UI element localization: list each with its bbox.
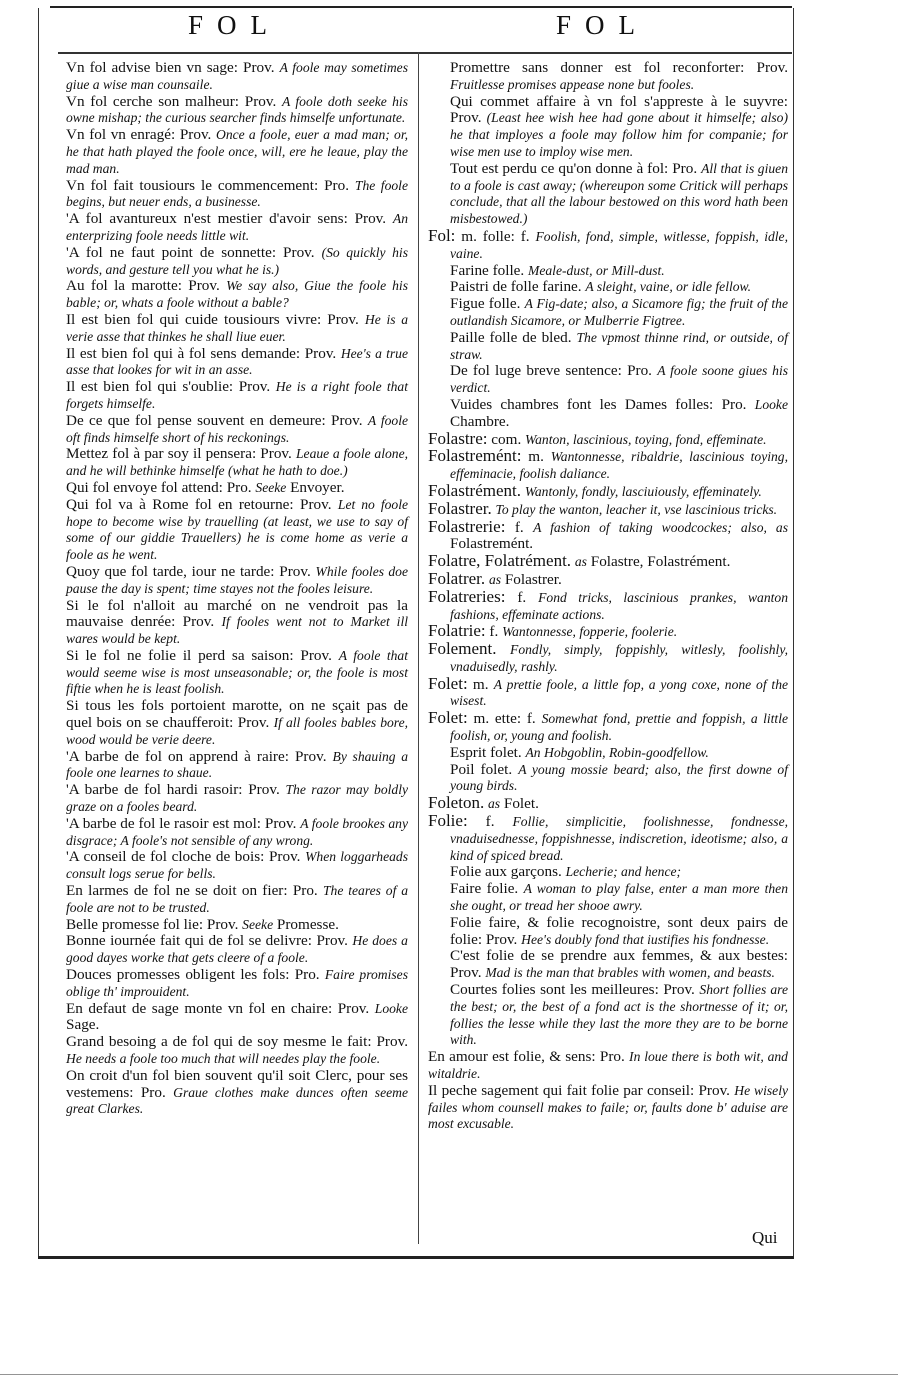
- french-text: Paistri de folle farine.: [450, 278, 582, 296]
- cross-reference: Envoyer.: [290, 478, 345, 496]
- english-gloss: He is a right foole that forgets himselfe.: [66, 379, 409, 411]
- dictionary-entry: [428, 948, 788, 982]
- french-text: Esprit folet.: [450, 743, 522, 761]
- english-gloss: A young mossie beard; also, the first downe of young birds.: [450, 761, 789, 794]
- headword: Folie:: [428, 811, 468, 831]
- french-text: Promettre sans donner est fol reconforter: Prov.: [450, 59, 788, 76]
- english-gloss: Wantonnesse, fopperie, foolerie.: [502, 624, 678, 640]
- headword: Folatrie:: [428, 621, 486, 641]
- english-gloss: Let no foole hope to become wise by trauelling (at least, we use to say of some of our giddie Trauellers) he is come home as verie a foole as he went.: [66, 496, 409, 563]
- french-text: Folie aux garçons.: [450, 863, 562, 881]
- french-text: De fol luge breve sentence: Pro.: [450, 362, 652, 380]
- dictionary-entry: [66, 1034, 408, 1068]
- english-gloss: Wantonnesse, ribaldrie, lascinious toying, effeminacie, foolish daliance.: [450, 449, 789, 482]
- french-text: Qui commet affaire à vn fol s'appreste à le suyvre: Prov.: [450, 92, 788, 127]
- dictionary-entry: [428, 161, 788, 228]
- french-text: Farine folle.: [450, 261, 525, 279]
- french-text: Folie faire, & folie recognoistre, sont deux pairs de folie: Prov.: [450, 913, 788, 948]
- cross-reference: Chambre.: [450, 412, 510, 430]
- bottom-rule: [38, 1256, 794, 1259]
- headword: Folastremént:: [428, 446, 522, 466]
- scan-edge-line: [0, 1374, 898, 1375]
- french-text: m. folle: f.: [461, 227, 530, 245]
- dictionary-entry: [428, 60, 788, 94]
- dictionary-entry: [66, 127, 408, 177]
- english-gloss: Graue clothes make dunces often seeme great Clarkes.: [66, 1084, 408, 1117]
- cross-reference: Promesse.: [276, 915, 339, 933]
- english-gloss: The razor may boldly graze on a fooles beard.: [66, 782, 409, 815]
- dictionary-entry: [428, 330, 788, 364]
- english-gloss: If all fooles bables bore, wood would be verie deere.: [66, 715, 409, 747]
- english-gloss: A foole doth seeke his owne mishap; the curious searcher finds himselfe unfortunate.: [66, 93, 409, 126]
- dictionary-headword-entry: [428, 673, 789, 711]
- english-gloss: In loue there is both wit, and witaldrie.: [428, 1049, 788, 1082]
- headword: Folastrer.: [428, 498, 492, 518]
- french-text: 'A conseil de fol cloche de bois: Prov.: [66, 848, 301, 866]
- dictionary-entry: [66, 346, 408, 380]
- dictionary-entry: [428, 881, 788, 915]
- dictionary-entry: [66, 917, 408, 934]
- french-text: m. ette: f.: [473, 710, 536, 728]
- english-gloss: He does a good dayes worke that gets cleere of a foole.: [66, 933, 408, 966]
- english-gloss: An enterprizing foole needs little wit.: [66, 211, 408, 243]
- french-text: Si le fol n'alloit au marché on ne vendroit pas la mauvaise denrée: Prov.: [66, 596, 408, 631]
- english-gloss: Follie, simplicitie, foolishnesse, fondnesse, vnaduisednesse, foppishnesse, indiscretion, ideotisme; also, a kind of spiced bread.: [450, 814, 789, 863]
- french-text: 'A barbe de fol le rasoir est mol: Prov.: [66, 814, 297, 832]
- dictionary-entry: [66, 883, 408, 917]
- dictionary-headword-entry: [428, 641, 788, 676]
- english-gloss: Short follies are the best; or, the best of a fond act is the shortnesse of it; or, follies the lesse while they last the more they are to be borne with.: [450, 982, 788, 1048]
- french-text: Il est bien fol qui s'oublie: Prov.: [66, 378, 271, 396]
- french-text: Vn fol vn enragé: Prov.: [66, 126, 212, 144]
- dictionary-entry: [428, 94, 788, 161]
- dictionary-entry: [428, 363, 788, 397]
- cross-reference: Folastre, Folastrément.: [590, 553, 731, 571]
- french-text: En defaut de sage monte vn fol en chaire: Prov.: [66, 999, 370, 1017]
- english-gloss: A foole oft finds himselfe short of his reckonings.: [66, 412, 409, 445]
- dictionary-entry: [428, 762, 788, 796]
- french-text: f.: [489, 623, 499, 641]
- french-text: Il peche sagement qui fait folie par conseil: Prov.: [428, 1081, 730, 1099]
- english-gloss: Looke: [754, 396, 789, 412]
- dictionary-headword-entry: [428, 586, 788, 624]
- french-text: f.: [514, 518, 524, 536]
- running-head-right: FOL: [556, 10, 650, 40]
- french-text: m.: [472, 675, 489, 693]
- french-text: Il est bien fol qui cuide tousiours vivre: Prov.: [66, 310, 359, 328]
- headword: Folatreries:: [428, 586, 506, 606]
- french-text: De ce que fol pense souvent en demeure: Prov.: [66, 411, 363, 429]
- french-text: Douces promesses obligent les fols: Pro.: [66, 966, 320, 984]
- cross-reference: Folastrer.: [504, 570, 562, 588]
- french-text: Il est bien fol qui à fol sens demande: Prov.: [66, 344, 337, 362]
- french-text: Grand besoing a de fol qui de soy mesme le fait: Prov.: [66, 1033, 408, 1051]
- english-gloss: (So quickly his words, and gesture tell you what he is.): [66, 244, 408, 277]
- dictionary-entry: [66, 749, 408, 783]
- dictionary-entry: [66, 60, 408, 94]
- french-text: Poil folet.: [450, 760, 513, 778]
- right-column: [428, 60, 788, 1133]
- dictionary-entry: [428, 397, 788, 431]
- french-text: com.: [491, 430, 522, 448]
- english-gloss: Faire promises oblige th' improuident.: [66, 967, 408, 999]
- english-gloss: We say also, Giue the foole his bable; or, whats a foole without a bable?: [66, 278, 409, 311]
- english-gloss: Looke: [374, 1000, 408, 1016]
- english-gloss: as: [488, 571, 502, 587]
- french-text: Figue folle.: [450, 295, 521, 313]
- dictionary-entry: [428, 296, 788, 330]
- dictionary-entry: [428, 915, 788, 949]
- dictionary-entry: [66, 933, 408, 967]
- dictionary-entry: [66, 698, 408, 748]
- english-gloss: as: [488, 796, 501, 812]
- english-gloss: Fruitlesse promises appease none but fooles.: [450, 76, 695, 92]
- dictionary-entry: [66, 1068, 408, 1118]
- english-gloss: A prettie foole, a little fop, a yong coxe, none of the wisest.: [450, 676, 789, 709]
- headword: Folet:: [428, 673, 468, 693]
- dictionary-entry: [66, 497, 408, 564]
- column-divider: [418, 52, 419, 1244]
- english-gloss: Lecherie; and hence;: [565, 864, 682, 880]
- french-text: 'A fol ne faut point de sonnette: Prov.: [66, 243, 315, 261]
- english-gloss: By shauing a foole one learnes to shaue.: [66, 748, 409, 781]
- dictionary-headword-entry: [428, 795, 788, 813]
- headword: Folastre:: [428, 428, 488, 448]
- dictionary-entry: [66, 648, 408, 698]
- english-gloss: Fond tricks, lascinious prankes, wanton fashions, effeminate actions.: [450, 589, 788, 622]
- header-rule: [58, 52, 792, 54]
- dictionary-entry: [66, 1001, 408, 1035]
- french-text: Vn fol advise bien vn sage: Prov.: [66, 59, 275, 76]
- french-text: En larmes de fol ne se doit on fier: Pro.: [66, 882, 318, 900]
- french-text: Paille folle de bled.: [450, 328, 572, 346]
- french-text: Bonne iournée fait qui de fol se delivre: Prov.: [66, 932, 348, 950]
- french-text: Mettez fol à par soy il pensera: Prov.: [66, 445, 292, 463]
- dictionary-entry: [66, 782, 408, 816]
- french-text: Quoy que fol tarde, iour ne tarde: Prov.: [66, 562, 311, 580]
- headword: Folet:: [428, 708, 468, 728]
- english-gloss: A fashion of taking woodcockes; also, as: [533, 519, 788, 535]
- english-gloss: The foole begins, but neuer ends, a businesse.: [66, 177, 408, 210]
- dictionary-entry: [66, 211, 408, 245]
- french-text: Vn fol cerche son malheur: Prov.: [66, 92, 277, 110]
- french-text: Vn fol fait tousiours le commencement: Pro.: [66, 176, 349, 194]
- dictionary-entry: [428, 864, 788, 881]
- english-gloss: Seeke: [255, 479, 287, 495]
- english-gloss: While fooles doe pause the day is spent; time stayes not the fooles leisure.: [66, 563, 409, 596]
- english-gloss: Wantonly, fondly, lasciuiously, effeminately.: [524, 483, 762, 499]
- english-gloss: The teares of a foole are not to be trusted.: [66, 883, 408, 915]
- dictionary-headword-entry: [428, 448, 788, 483]
- headword: Folatrer.: [428, 568, 486, 588]
- french-text: 'A fol avantureux n'est mestier d'avoir sens: Prov.: [66, 210, 387, 228]
- english-gloss: Seeke: [242, 916, 274, 932]
- dictionary-entry: [428, 1049, 788, 1083]
- headword: Foleton.: [428, 793, 485, 813]
- english-gloss: as: [574, 554, 587, 570]
- english-gloss: Somewhat fond, prettie and foppish, a little foolish, or, young and foolish.: [450, 711, 789, 744]
- dictionary-entry: [66, 967, 408, 1001]
- french-text: f.: [485, 813, 495, 831]
- headword: Folatre, Folatrément.: [428, 551, 572, 571]
- english-gloss: Meale-dust, or Mill-dust.: [528, 262, 665, 278]
- running-head-left: FOL: [188, 10, 282, 40]
- dictionary-entry: [428, 1083, 788, 1133]
- dictionary-entry: [66, 379, 408, 413]
- english-gloss: A foole that would seeme wise is most unseasonable; or, the foole is most fiftie when he is least foolish.: [66, 647, 409, 697]
- french-text: Belle promesse fol lie: Prov.: [66, 915, 239, 933]
- dictionary-entry: [66, 816, 408, 850]
- english-gloss: (Least hee wish hee had gone about it himselfe; also) he that imployes a foole may follow him for companie; for wise men use to imploy wise men.: [450, 110, 789, 159]
- french-text: 'A barbe de fol on apprend à raire: Prov.: [66, 747, 327, 765]
- headword: Folastrerie:: [428, 516, 506, 536]
- english-gloss: Hee's a true asse that lookes for wit in an asse.: [66, 345, 408, 378]
- english-gloss: A foole brookes any disgrace; A foole's not sensible of any wrong.: [66, 815, 408, 848]
- catchword: Qui: [752, 1228, 778, 1247]
- dictionary-entry: [428, 982, 788, 1049]
- left-column: [66, 60, 408, 1118]
- english-gloss: To play the wanton, leacher it, vse lascinious tricks.: [495, 501, 778, 517]
- english-gloss: A Fig-date; also, a Sicamore fig; the fruit of the outlandish Sicamore, or Mulberrie Figtree.: [450, 296, 788, 328]
- dictionary-entry: [428, 745, 788, 762]
- dictionary-entry: [66, 94, 408, 128]
- french-text: f.: [517, 588, 527, 606]
- english-gloss: The vpmost thinne rind, or outside, of straw.: [450, 329, 789, 362]
- french-text: Qui fol va à Rome fol en retourne: Prov.: [66, 495, 332, 513]
- dictionary-entry: [66, 564, 408, 598]
- english-gloss: An Hobgoblin, Robin-goodfellow.: [525, 744, 709, 760]
- dictionary-entry: [66, 312, 408, 346]
- english-gloss: He is a verie asse that thinkes he shall liue euer.: [66, 311, 409, 344]
- french-text: Qui fol envoye fol attend: Pro.: [66, 478, 252, 496]
- french-text: Si le fol ne folie il perd sa saison: Prov.: [66, 646, 332, 664]
- french-text: Au fol la marotte: Prov.: [66, 277, 220, 295]
- headword: Folement.: [428, 639, 497, 659]
- dictionary-headword-entry: [428, 813, 788, 864]
- french-text: 'A barbe de fol hardi rasoir: Prov.: [66, 781, 280, 799]
- english-gloss: A woman to play false, enter a man more then she ought, or tread her shooe awry.: [450, 881, 788, 914]
- english-gloss: If fooles went not to Market ill wares would be kept.: [66, 614, 409, 647]
- english-gloss: Once a foole, euer a mad man; or, he that hath played the foole once, will, ere he leaue, play the mad man.: [66, 127, 409, 176]
- english-gloss: A foole soone giues his verdict.: [450, 363, 789, 396]
- french-text: Tout est perdu ce qu'on donne à fol: Pro.: [450, 159, 698, 177]
- dictionary-headword-entry: [428, 516, 788, 554]
- french-text: En amour est folie, & sens: Pro.: [428, 1048, 625, 1066]
- dictionary-headword-entry: [428, 225, 788, 263]
- french-text: Courtes folies sont les meilleures: Prov.: [450, 981, 695, 999]
- dictionary-entry: [66, 480, 408, 497]
- dictionary-entry: [66, 598, 408, 648]
- english-gloss: When loggarheads consult logs serue for bells.: [66, 849, 408, 882]
- dictionary-entry: [428, 279, 788, 296]
- french-text: m.: [528, 448, 544, 466]
- english-gloss: Hee's doubly fond that iustifies his fondnesse.: [521, 931, 770, 947]
- cross-reference: Sage.: [66, 1016, 100, 1034]
- english-gloss: Leaue a foole alone, and he will bethinke himselfe (what he hath to doe.): [66, 446, 409, 479]
- dictionary-entry: [66, 245, 408, 279]
- dictionary-entry: [66, 849, 408, 883]
- english-gloss: A foole may sometimes giue a wise man counsaile.: [66, 60, 409, 92]
- cross-reference: Folet.: [503, 795, 539, 813]
- dictionary-headword-entry: [428, 710, 788, 745]
- english-gloss: He wisely failes whom counsell makes to faile; or, faults done b' aduise are most excusable.: [428, 1082, 789, 1132]
- english-gloss: He needs a foole too much that will needes play the foole.: [66, 1051, 381, 1067]
- english-gloss: Wanton, lascinious, toying, fond, effeminate.: [525, 431, 767, 447]
- headword: Folastrément.: [428, 480, 522, 500]
- cross-reference: Folastremént.: [450, 535, 534, 553]
- french-text: Faire folie.: [450, 880, 519, 898]
- french-text: Vuides chambres font les Dames folles: Pro.: [450, 395, 747, 413]
- english-gloss: Mad is the man that brables with women, and beasts.: [485, 965, 775, 981]
- english-gloss: A sleight, vaine, or idle fellow.: [585, 279, 751, 295]
- dictionary-entry: [66, 178, 408, 212]
- dictionary-entry: [66, 446, 408, 480]
- dictionary-entry: [428, 263, 788, 280]
- dictionary-entry: [66, 278, 408, 312]
- english-gloss: All that is giuen to a foole is cast away; (whereupon some Critick will perhaps conclude, that all the labour bestowed on this word hath been misbestowed.): [450, 160, 789, 227]
- english-gloss: Foolish, fond, simple, witlesse, foppish, idle, vaine.: [450, 228, 788, 261]
- dictionary-entry: [66, 413, 408, 447]
- french-text: On croit d'un fol bien souvent qu'il soit Clerc, pour ses vestemens: Pro.: [66, 1066, 408, 1101]
- french-text: Si tous les fols portoient marotte, on ne sçait pas de quel bois on se chaufferoit: Prov.: [66, 697, 408, 732]
- english-gloss: Fondly, simply, foppishly, witlesly, foolishly, vnaduisedly, rashly.: [450, 642, 789, 674]
- french-text: C'est folie de se prendre aux femmes, & aux bestes: Prov.: [450, 947, 788, 982]
- headword: Fol:: [428, 225, 456, 245]
